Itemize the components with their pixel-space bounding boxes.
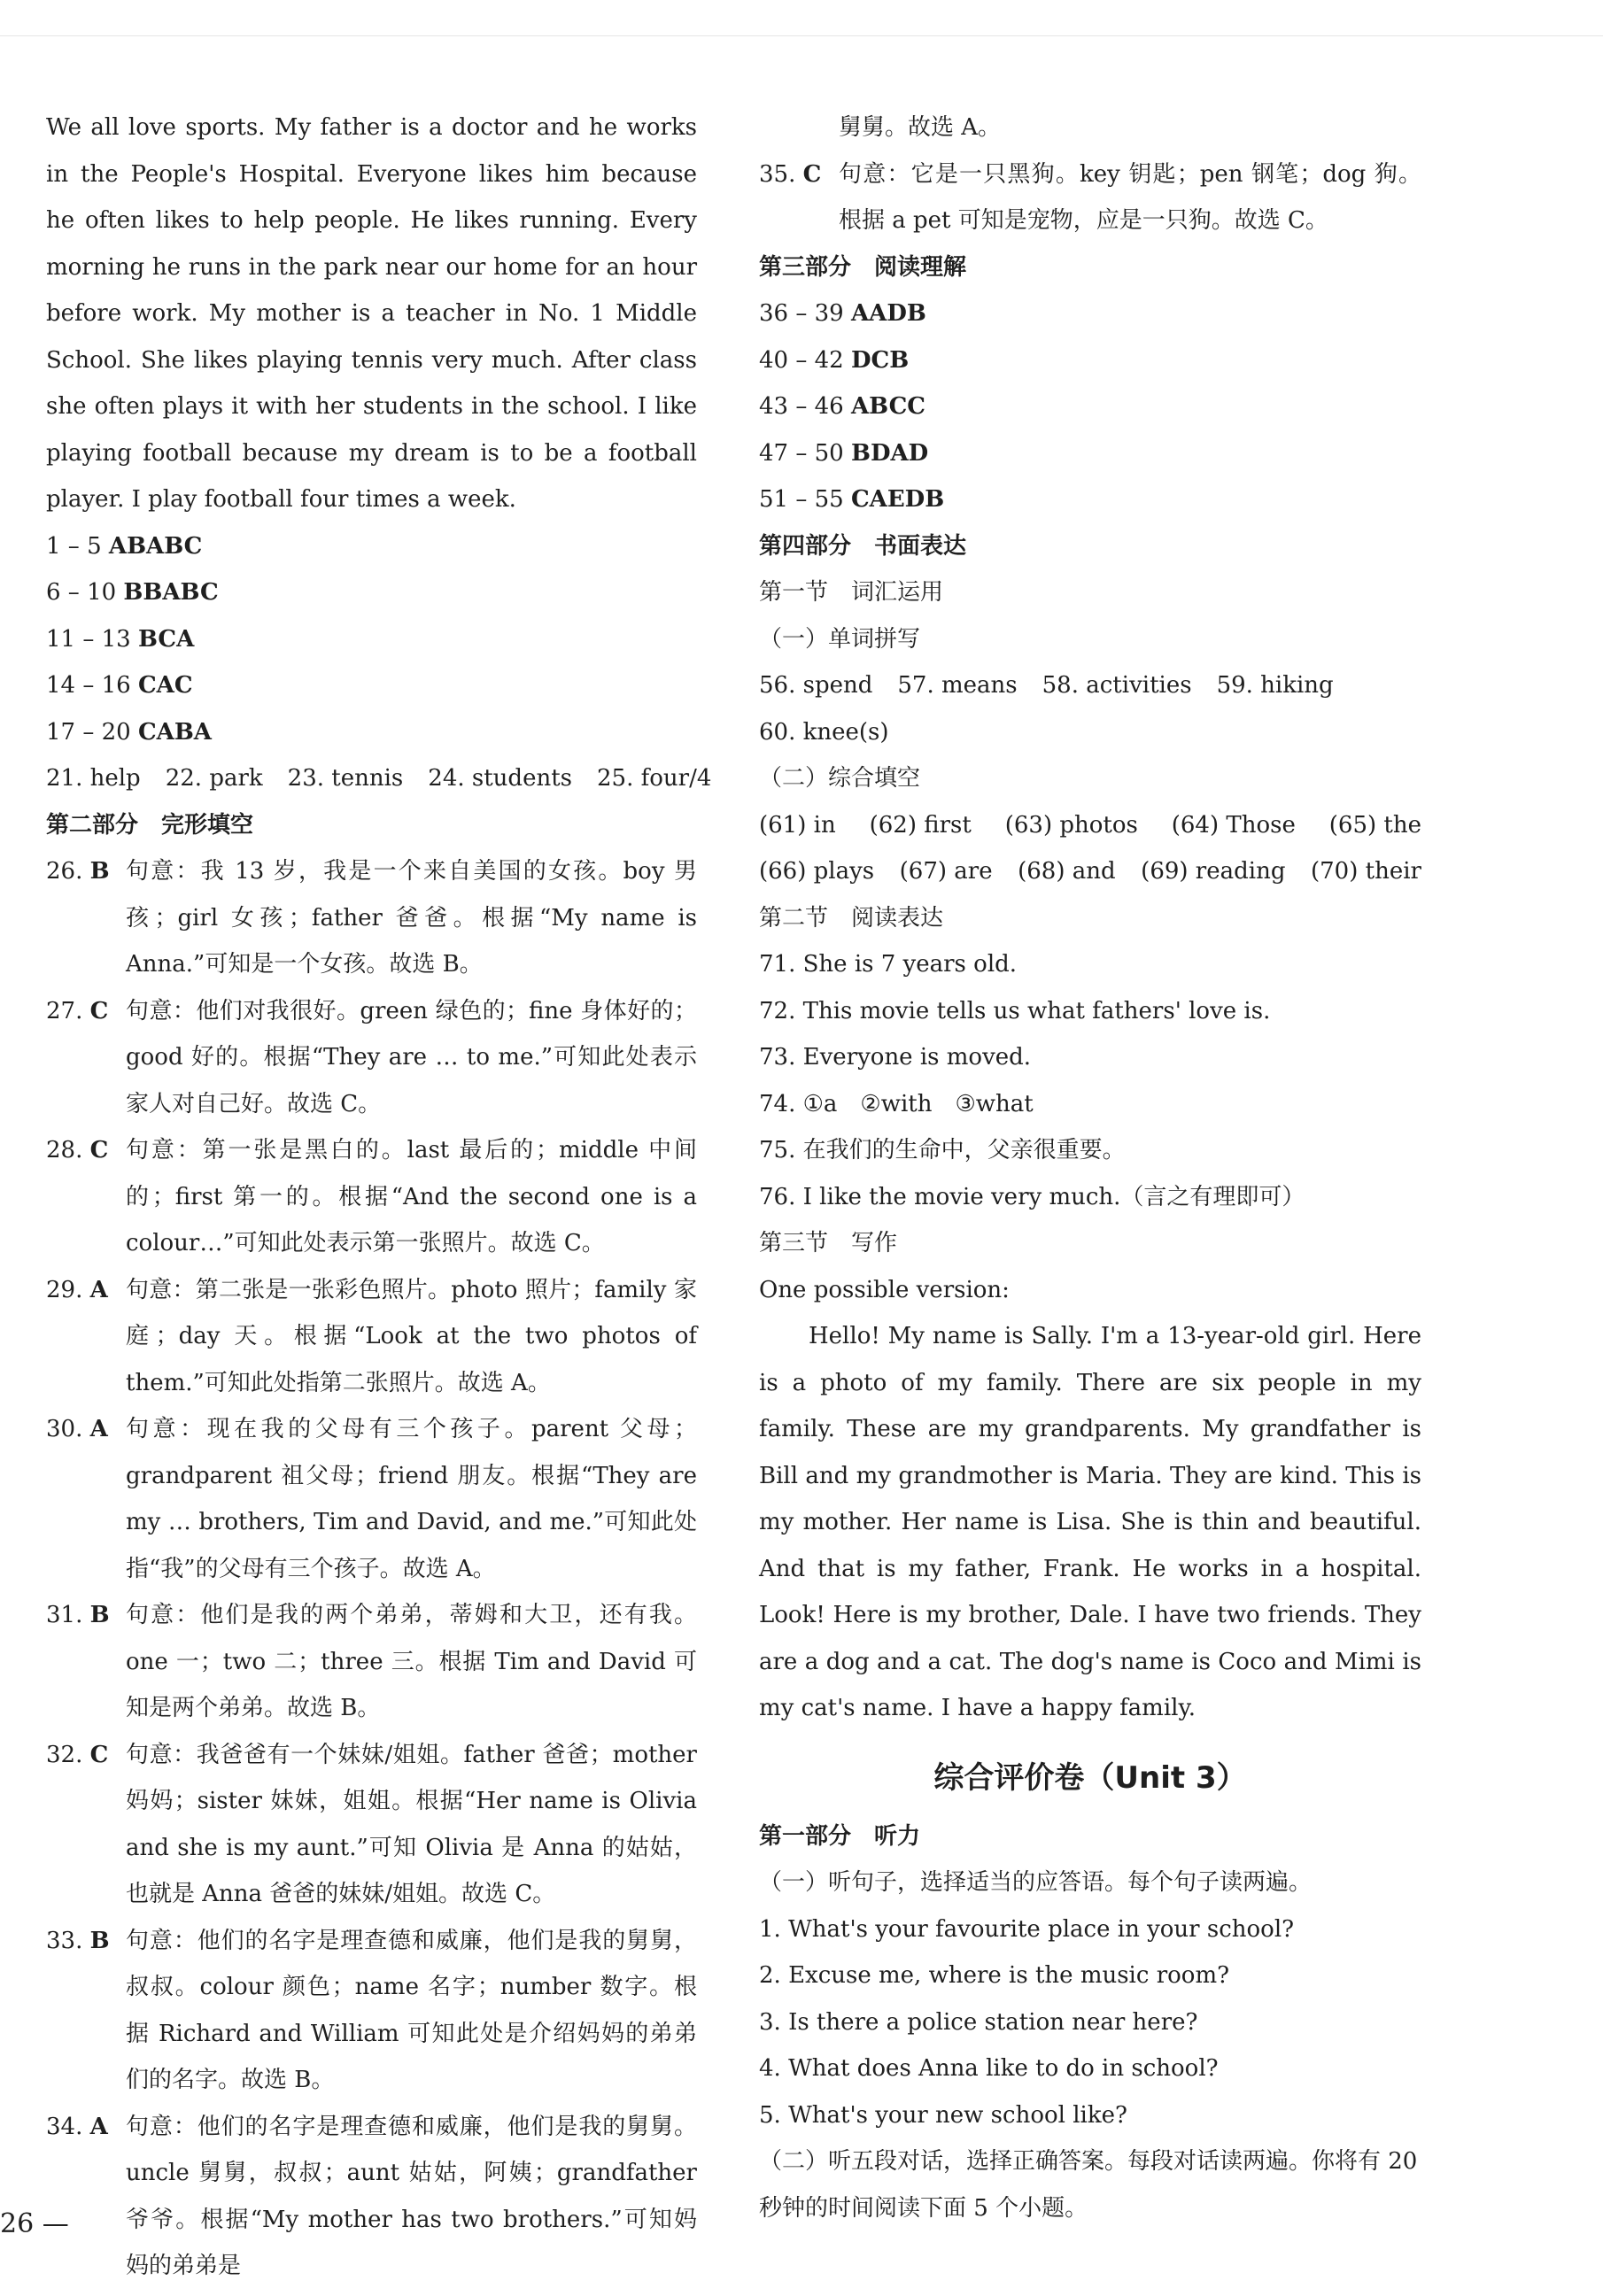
unit-title: 综合评价卷（Unit 3） <box>933 1759 1247 1796</box>
spelling-answer: 60. knee(s) <box>759 718 889 746</box>
fill-answers-row: (61) in (62) first (63) photos (64) Those (65) the <box>759 811 1421 839</box>
answer-row: 40 – 42 DCB <box>759 346 910 374</box>
explanation-item: 32. C 句意：我爸爸有一个妹妹/姐姐。father 爸爸；mother 妈妈；sister 妹妹，姐姐。根据“Her name is Olivia and she is my aunt.”可知 Olivia 是 Anna 的姑姑，也就是 Anna 爸爸的妹妹/姐姐。故选 C。 <box>46 1741 697 1907</box>
question: 3. Is there a police station near here? <box>759 2008 1198 2036</box>
answer-row: 36 – 39 AADB <box>759 300 926 327</box>
answer-list <box>46 523 697 756</box>
fill-answers-row: (66) plays (67) are (68) and (69) reading (70) their <box>759 858 1421 885</box>
question: 1. What's your favourite place in your school? <box>759 1915 1295 1943</box>
explanation-item: 33. B 句意：他们的名字是理查德和威廉，他们是我的舅舅，叔叔。colour 颜色；name 名字；number 数字。根据 Richard and William 可知此处是介绍妈妈的弟弟们的名字。故选 B。 <box>46 1927 697 2093</box>
explanation-item: 34. A 句意：他们的名字是理查德和威廉，他们是我的舅舅。uncle 舅舅，叔叔；aunt 姑姑，阿姨；grandfather 爷爷。根据“My mother has two brothers.”可知妈妈的弟弟是 <box>46 2113 697 2279</box>
reading-answer: 76. I like the movie very much.（言之有理即可） <box>759 1183 1305 1210</box>
explanation-item: 30. A 句意：现在我的父母有三个孩子。parent 父母；grandparent 祖父母；friend 朋友。根据“They are my … brothers, Tim and David, and me.”可知此处指“我”的父母有三个孩子。故选 A。 <box>46 1416 697 1582</box>
reading-answer: 74. ①a ②with ③what <box>759 1090 1034 1117</box>
explanation-item: 29. A 句意：第二张是一张彩色照片。photo 照片；family 家庭；day 天。根据“Look at the two photos of them.”可知此处指第二张照片。故选 A。 <box>46 1276 697 1396</box>
reading-answer: 73. Everyone is moved. <box>759 1044 1032 1071</box>
subsection-title: 第二节 阅读表达 <box>759 904 944 932</box>
left-column <box>46 104 712 2290</box>
explanation-item: 31. B 句意：他们是我的两个弟弟，蒂姆和大卫，还有我。one 一；two 二；three 三。根据 Tim and David 可知是两个弟弟。故选 B。 <box>46 1602 697 1721</box>
answer-row: 11 – 13 BCA <box>46 625 195 653</box>
version-label: One possible version: <box>759 1276 1010 1303</box>
spelling-answers: 56. spend 57. means 58. activities 59. hiking <box>759 672 1334 699</box>
answer-row: 14 – 16 CAC <box>46 672 193 699</box>
reading-answer: 72. This movie tells us what fathers' love is. <box>759 997 1271 1024</box>
answer-row: 51 – 55 CAEDB <box>759 486 945 513</box>
explanation-item: 26. B 句意：我 13 岁，我是一个来自美国的女孩。boy 男孩；girl 女孩；father 爸爸。根据“My name is Anna.”可知是一个女孩。故选 B。 <box>46 858 697 978</box>
reading-answer: 71. She is 7 years old. <box>759 951 1018 978</box>
page-number: 26 — <box>0 2208 69 2239</box>
passage-text: We all love sports. My father is a doctor and he works in the People's Hospital. Everyone likes him because he often likes to help people. He likes running. Every morning he runs in the park near our home for an hour before work. My mother is a teacher in No. 1 Middle School. She likes playing tennis very much. After class she often plays it with her students in the school. I like playing football because my dream is to be a football player. I play football four times a week. <box>46 114 697 513</box>
section-title: 第一部分 听力 <box>759 1822 921 1850</box>
explanation-item: 28. C 句意：第一张是黑白的。last 最后的；middle 中间的；first 第一的。根据“And the second one is a colour…”可知此处表示第一张照片。故选 C。 <box>46 1137 697 1256</box>
reading-answer: 75. 在我们的生命中，父亲很重要。 <box>759 1137 1126 1163</box>
right-column <box>759 104 1421 2231</box>
blank-answers: 21. help 22. park 23. tennis 24. students 25. four/4 <box>46 765 712 792</box>
section-title: 第二部分 完形填空 <box>46 811 254 839</box>
section-title: 第三部分 阅读理解 <box>759 253 967 281</box>
explanation-item: 27. C 句意：他们对我很好。green 绿色的；fine 身体好的；good 好的。根据“They are … to me.”可知此处表示家人对自己好。故选 C。 <box>46 997 697 1117</box>
subsection-title: （二）综合填空 <box>759 765 921 792</box>
top-rule <box>0 35 1603 36</box>
answer-row: 1 – 5 ABABC <box>46 532 203 560</box>
subsection-title: （一）听句子，选择适当的应答语。每个句子读两遍。 <box>759 1869 1313 1896</box>
subsection-title: （二）听五段对话，选择正确答案。每段对话读两遍。你将有 20 秒钟的时间阅读下面 5 个小题。 <box>759 2148 1418 2222</box>
section-title: 第四部分 书面表达 <box>759 532 967 560</box>
question: 4. What does Anna like to do in school? <box>759 2055 1219 2082</box>
answer-row: 6 – 10 BBABC <box>46 579 219 606</box>
question: 2. Excuse me, where is the music room? <box>759 1962 1230 1989</box>
subsection-title: 第三节 写作 <box>759 1230 898 1256</box>
continued-text: 舅舅。故选 A。 <box>839 114 1002 141</box>
question: 5. What's your new school like? <box>759 2101 1127 2129</box>
subsection-title: 第一节 词汇运用 <box>759 579 944 606</box>
explanation-item: 35. C 句意：它是一只黑狗。key 钥匙；pen 钢笔；dog 狗。根据 a pet 可知是宠物，应是一只狗。故选 C。 <box>759 160 1421 234</box>
sample-essay: Hello! My name is Sally. I'm a 13-year-old girl. Here is a photo of my family. There are six people in my family. These are my grandparents. My grandfather is Bill and my grandmother is Maria. They are kind. This is my mother. Her name is Lisa. She is thin and beautiful. And that is my father, Frank. He works in a hospital. Look! Here is my brother, Dale. I have two friends. They are a dog and a cat. The dog's name is Coco and Mimi is my cat's name. I have a happy family. <box>759 1323 1421 1721</box>
answer-row: 47 – 50 BDAD <box>759 439 929 467</box>
subsection-title: （一）单词拼写 <box>759 625 921 653</box>
answer-row: 43 – 46 ABCC <box>759 393 925 420</box>
answer-row: 17 – 20 CABA <box>46 718 212 746</box>
